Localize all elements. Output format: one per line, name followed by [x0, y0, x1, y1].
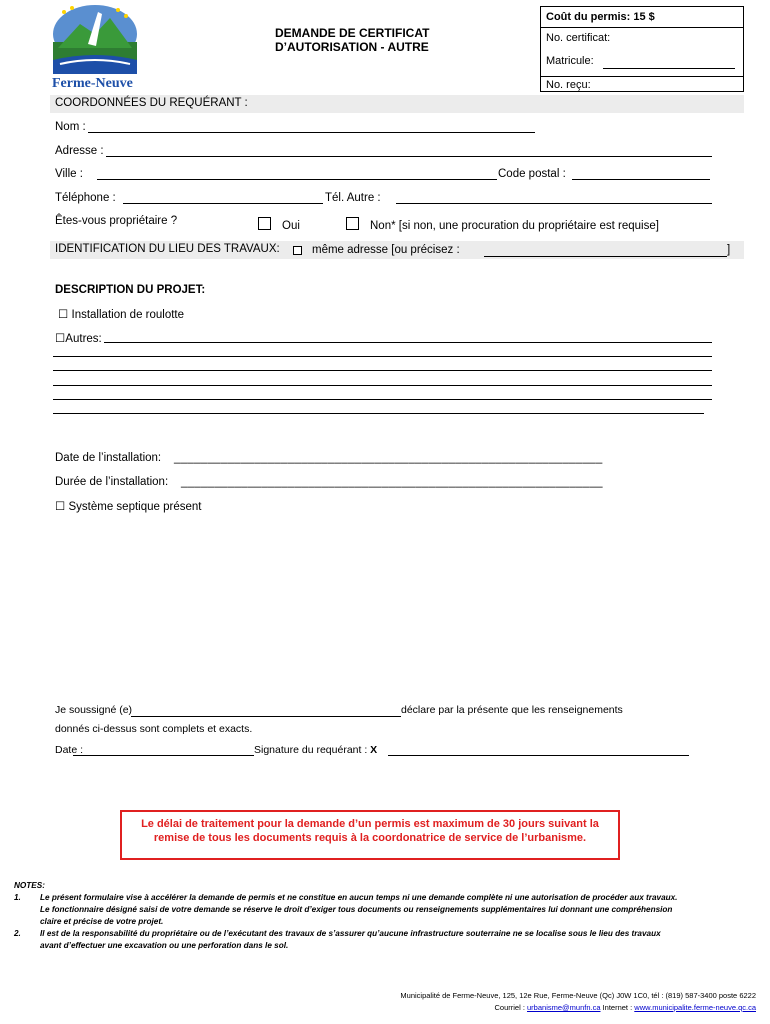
- note-1-number: 1.: [14, 893, 21, 902]
- applicant-section-title: COORDONNÉES DU REQUÉRANT :: [55, 97, 248, 109]
- matricule-field[interactable]: [603, 68, 735, 69]
- closing-bracket: ]: [727, 244, 731, 256]
- footer-internet-label: Internet :: [600, 1003, 635, 1012]
- municipality-logo: [50, 4, 140, 92]
- notes-title: NOTES:: [14, 881, 45, 890]
- owner-yes-label: Oui: [282, 220, 300, 232]
- signature-field[interactable]: [388, 755, 689, 756]
- install-date-field[interactable]: ________________________________________________________________: [174, 452, 603, 464]
- other-description-line-4[interactable]: [53, 385, 712, 386]
- septic-system-option[interactable]: ☐ Système septique présent: [55, 501, 202, 513]
- install-duration-field[interactable]: _______________________________________________________________: [181, 476, 603, 488]
- other-description-line-5[interactable]: [53, 399, 712, 400]
- logo-text: Ferme-Neuve: [52, 76, 133, 91]
- city-field[interactable]: [97, 179, 497, 180]
- footer-website-link[interactable]: www.municipalite.ferme-neuve.qc.ca: [634, 1003, 756, 1012]
- declaration-start: Je soussigné (e): [55, 704, 133, 716]
- footer: [16, 991, 756, 1012]
- same-address-label: même adresse [ou précisez :: [312, 244, 460, 256]
- other-option[interactable]: ☐Autres:: [55, 333, 102, 345]
- address-label: Adresse :: [55, 145, 104, 157]
- signature-label: [254, 744, 377, 756]
- other-description-line-6[interactable]: [53, 413, 704, 414]
- install-date-label: Date de l’installation:: [55, 452, 162, 464]
- other-phone-field[interactable]: [396, 203, 712, 204]
- notes-section: [14, 880, 759, 952]
- permit-cost: Coût du permis: 15 $: [546, 11, 655, 23]
- address-field[interactable]: [106, 156, 712, 157]
- project-section-title: DESCRIPTION DU PROJET:: [55, 284, 206, 296]
- other-description-line-3[interactable]: [53, 370, 712, 371]
- note-2-number: 2.: [14, 929, 21, 938]
- city-label: Ville :: [55, 168, 83, 180]
- footer-address: Municipalité de Ferme-Neuve, 125, 12e Rue, Ferme-Neuve (Qc) J0W 1C0, tél : (819) 587-3400 poste 6222: [400, 991, 756, 1000]
- note-1-line-1: Le présent formulaire vise à accélérer la demande de permis et ne constitue en aucun temps ni une demande complète ni une autorisation de procéder aux travaux.: [40, 893, 678, 902]
- owner-no-checkbox[interactable]: [346, 217, 359, 230]
- signature-x: X: [370, 744, 378, 756]
- logo-emblem: [50, 4, 140, 80]
- phone-field[interactable]: [123, 203, 323, 204]
- note-2-line-2: avant d’effectuer une excavation ou une perforation dans le sol.: [40, 941, 289, 950]
- title-line-1: DEMANDE DE CERTIFICAT: [275, 26, 430, 40]
- matricule-label: Matricule:: [546, 55, 594, 67]
- other-phone-label: Tél. Autre :: [325, 192, 381, 204]
- trailer-installation-option[interactable]: ☐ Installation de roulotte: [58, 309, 185, 321]
- footer-email-label: Courriel :: [494, 1003, 528, 1012]
- location-section-title: IDENTIFICATION DU LIEU DES TRAVAUX:: [55, 243, 280, 255]
- note-2-line-1: Il est de la responsabilité du propriétaire ou de l’exécutant des travaux de s’assurer qu’aucune infrastructure souterraine ne se localise sous le lieu des travaux: [40, 929, 661, 938]
- processing-delay-text: Le délai de traitement pour la demande d’un permis est maximum de 30 jours suivant la remise de tous les documents requis à la coordonatrice de service de l’urbanisme.: [141, 818, 599, 844]
- install-duration-label: Durée de l’installation:: [55, 476, 169, 488]
- receipt-number-label: No. reçu:: [546, 79, 591, 91]
- receipt-number-field[interactable]: [597, 91, 737, 92]
- declaration-end: déclare par la présente que les renseignements: [401, 704, 623, 716]
- date-label: Date :: [55, 744, 84, 756]
- processing-delay-notice: [120, 810, 620, 860]
- signature-label-text: Signature du requérant :: [254, 744, 371, 756]
- date-field[interactable]: [73, 755, 254, 756]
- owner-question: Êtes-vous propriétaire ?: [55, 215, 178, 227]
- work-location-field[interactable]: [484, 256, 727, 257]
- fee-box: [540, 6, 744, 92]
- postal-code-field[interactable]: [572, 179, 710, 180]
- other-description-line-2[interactable]: [53, 356, 712, 357]
- note-1-line-3: claire et précise de votre projet.: [40, 917, 164, 926]
- applicant-section-header: [50, 95, 744, 113]
- form-title: [275, 26, 429, 54]
- title-line-2: D’AUTORISATION - AUTRE: [275, 40, 429, 54]
- same-address-checkbox[interactable]: [293, 246, 302, 255]
- owner-yes-checkbox[interactable]: [258, 217, 271, 230]
- name-label: Nom :: [55, 121, 86, 133]
- certificate-number-label: No. certificat:: [546, 32, 611, 44]
- note-1-line-2: Le fonctionnaire désigné saisi de votre demande se réserve le droit d’exiger tous documents ou renseignements supplémentaires lui donnant une compréhension: [40, 905, 673, 914]
- footer-contact: [16, 1003, 756, 1012]
- declaration-line-2: donnés ci-dessus sont complets et exacts.: [55, 723, 253, 735]
- footer-email-link[interactable]: urbanisme@munfn.ca: [527, 1003, 601, 1012]
- declarant-name-field[interactable]: [131, 716, 401, 717]
- phone-label: Téléphone :: [55, 192, 116, 204]
- postal-code-label: Code postal :: [498, 168, 566, 180]
- name-field[interactable]: [88, 132, 535, 133]
- other-description-line-1[interactable]: [104, 342, 712, 343]
- owner-no-label: Non* [si non, une procuration du propriétaire est requise]: [370, 220, 659, 232]
